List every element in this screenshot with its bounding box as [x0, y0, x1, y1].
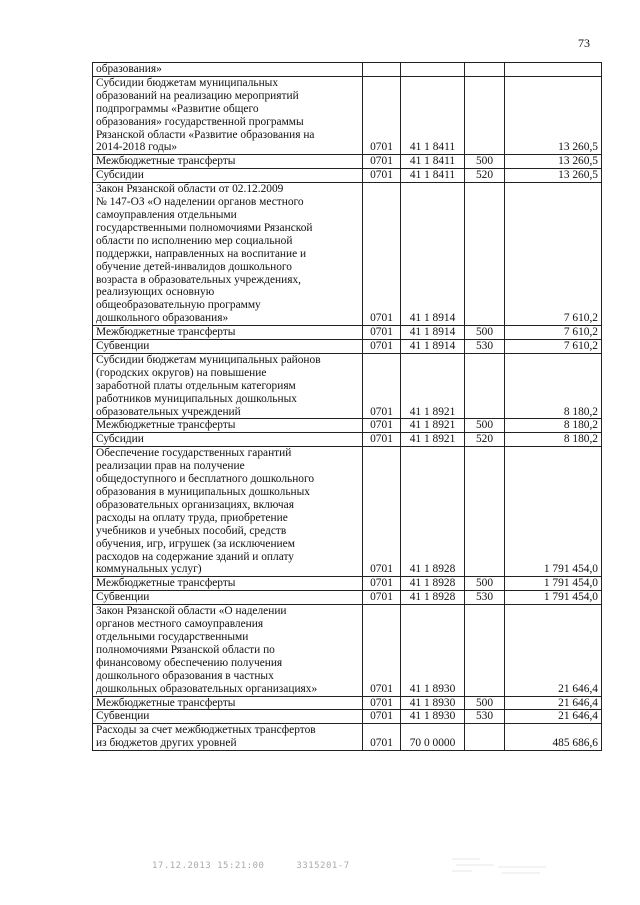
row-name-line: Субсидии — [96, 433, 144, 446]
footer-timestamp: 17.12.2013 15:21:00 — [152, 861, 265, 871]
amount-cell: 7 610,2 — [505, 326, 602, 340]
expense-type-cell — [465, 447, 505, 577]
item-code-cell: 41 1 8921 — [401, 419, 465, 433]
item-code-cell: 41 1 8921 — [401, 433, 465, 447]
expense-type-cell: 530 — [465, 710, 505, 724]
table-row — [93, 710, 602, 724]
amount-cell: 13 260,5 — [505, 155, 602, 169]
row-name-line: дошкольных образовательных организациях» — [96, 682, 318, 695]
row-name-cell — [93, 326, 363, 340]
amount-cell: 21 646,4 — [505, 696, 602, 710]
print-footer — [152, 861, 376, 871]
expense-type-cell: 530 — [465, 591, 505, 605]
section-cell: 0701 — [363, 605, 401, 696]
row-name-line: образования в муниципальных дошкольных — [96, 486, 310, 498]
row-name-cell — [93, 183, 363, 326]
item-code-cell: 41 1 8411 — [401, 155, 465, 169]
row-name-line: образовательных учреждений — [96, 405, 241, 418]
row-name-line: образования» — [96, 63, 162, 75]
table-row — [93, 326, 602, 340]
budget-table — [92, 62, 602, 751]
row-name-line: № 147-ОЗ «О наделении органов местного — [96, 196, 304, 209]
row-name-cell — [93, 340, 363, 354]
faint-stamp-mark — [450, 853, 550, 879]
section-cell: 0701 — [363, 326, 401, 340]
row-name-line: Закон Рязанской области «О наделении — [96, 605, 287, 618]
item-code-cell — [401, 63, 465, 77]
amount-cell: 1 791 454,0 — [505, 577, 602, 591]
table-row — [93, 419, 602, 433]
row-name-line: Расходы за счет межбюджетных трансфертов — [96, 724, 316, 737]
amount-cell: 7 610,2 — [505, 340, 602, 354]
row-name-line: отдельными государственными — [96, 630, 249, 643]
row-name-cell — [93, 696, 363, 710]
row-name-line: обучение детей-инвалидов дошкольного — [96, 260, 292, 273]
row-name-cell — [93, 419, 363, 433]
expense-type-cell: 530 — [465, 340, 505, 354]
row-name-cell — [93, 433, 363, 447]
expense-type-cell — [465, 724, 505, 751]
row-name-line: области по исполнению мер социальной — [96, 234, 293, 247]
row-name-line: образования» государственной программы — [96, 115, 304, 128]
section-cell: 0701 — [363, 696, 401, 710]
row-name-cell — [93, 76, 363, 154]
item-code-cell: 41 1 8928 — [401, 591, 465, 605]
row-name-line: учебников и учебных пособий, средств — [96, 524, 287, 537]
section-cell: 0701 — [363, 447, 401, 577]
expense-type-cell — [465, 605, 505, 696]
table-row — [93, 183, 602, 326]
row-name-cell — [93, 155, 363, 169]
row-name-line: из бюджетов других уровней — [96, 737, 237, 750]
row-name-line: самоуправления отдельными — [96, 208, 237, 221]
section-cell: 0701 — [363, 577, 401, 591]
footer-doc-number: 3315201-7 — [296, 861, 350, 871]
item-code-cell: 41 1 8914 — [401, 340, 465, 354]
row-name-line: дошкольного образования в частных — [96, 669, 274, 682]
row-name-line: общедоступного и бесплатного дошкольного — [96, 473, 315, 486]
row-name-line: заработной платы отдельным категориям — [96, 379, 296, 392]
row-name-cell — [93, 605, 363, 696]
row-name-line: образовательных организациях, включая — [96, 498, 294, 511]
item-code-cell: 41 1 8928 — [401, 577, 465, 591]
expense-type-cell: 520 — [465, 433, 505, 447]
expense-type-cell — [465, 183, 505, 326]
row-name-line: Обеспечение государственных гарантий — [96, 447, 292, 460]
row-name-line: Межбюджетные трансферты — [96, 696, 236, 709]
amount-cell: 13 260,5 — [505, 169, 602, 183]
section-cell: 0701 — [363, 591, 401, 605]
section-cell: 0701 — [363, 340, 401, 354]
amount-cell: 8 180,2 — [505, 433, 602, 447]
row-name-line: государственными полномочиями Рязанской — [96, 221, 313, 234]
item-code-cell: 41 1 8930 — [401, 696, 465, 710]
row-name-line: финансовому обеспечению получения — [96, 656, 283, 669]
amount-cell: 13 260,5 — [505, 76, 602, 154]
row-name-line: образований на реализацию мероприятий — [96, 89, 299, 102]
expense-type-cell: 520 — [465, 169, 505, 183]
row-name-line: Субвенции — [96, 710, 150, 723]
row-name-cell — [93, 724, 363, 751]
table-row — [93, 433, 602, 447]
table-row — [93, 169, 602, 183]
section-cell: 0701 — [363, 724, 401, 751]
budget-table-body — [93, 63, 602, 751]
section-cell: 0701 — [363, 710, 401, 724]
section-cell: 0701 — [363, 419, 401, 433]
amount-cell: 1 791 454,0 — [505, 591, 602, 605]
table-row — [93, 591, 602, 605]
row-name-line: полномочиями Рязанской области по — [96, 643, 275, 656]
table-row — [93, 340, 602, 354]
row-name-line: возраста в образовательных учреждениях, — [96, 273, 301, 286]
item-code-cell: 70 0 0000 — [401, 724, 465, 751]
row-name-line: 2014-2018 годы» — [96, 141, 178, 154]
item-code-cell: 41 1 8921 — [401, 353, 465, 419]
row-name-line: поддержки, направленных на воспитание и — [96, 247, 307, 260]
table-row — [93, 577, 602, 591]
row-name-line: расходов на содержание зданий и оплату — [96, 550, 294, 563]
row-name-cell — [93, 169, 363, 183]
row-name-line: Закон Рязанской области от 02.12.2009 — [96, 183, 284, 196]
row-name-line: Субсидии бюджетам муниципальных — [96, 76, 279, 89]
row-name-line: (городских округов) на повышение — [96, 366, 267, 379]
item-code-cell: 41 1 8914 — [401, 326, 465, 340]
expense-type-cell: 500 — [465, 577, 505, 591]
row-name-cell — [93, 577, 363, 591]
amount-cell: 8 180,2 — [505, 419, 602, 433]
expense-type-cell — [465, 76, 505, 154]
row-name-line: обучения, игр, игрушек (за исключением — [96, 537, 295, 550]
amount-cell: 21 646,4 — [505, 605, 602, 696]
table-row — [93, 447, 602, 577]
amount-cell: 485 686,6 — [505, 724, 602, 751]
row-name-line: общеобразовательную программу — [96, 299, 261, 312]
page-number: 73 — [578, 36, 590, 50]
item-code-cell: 41 1 8411 — [401, 76, 465, 154]
section-cell: 0701 — [363, 169, 401, 183]
table-row — [93, 76, 602, 154]
row-name-line: Межбюджетные трансферты — [96, 326, 236, 339]
row-name-line: Субвенции — [96, 340, 150, 353]
row-name-line: Субсидии — [96, 169, 144, 182]
expense-type-cell: 500 — [465, 326, 505, 340]
amount-cell: 7 610,2 — [505, 183, 602, 326]
row-name-line: реализации прав на получение — [96, 460, 245, 473]
table-row — [93, 63, 602, 77]
amount-cell: 1 791 454,0 — [505, 447, 602, 577]
row-name-line: дошкольного образования» — [96, 312, 229, 325]
row-name-cell — [93, 63, 363, 77]
table-row — [93, 353, 602, 419]
table-row — [93, 155, 602, 169]
section-cell: 0701 — [363, 353, 401, 419]
table-row — [93, 605, 602, 696]
row-name-line: расходы на оплату труда, приобретение — [96, 511, 288, 524]
row-name-line: Рязанской области «Развитие образования на — [96, 128, 315, 141]
row-name-cell — [93, 710, 363, 724]
row-name-line: Межбюджетные трансферты — [96, 419, 236, 432]
section-cell: 0701 — [363, 155, 401, 169]
item-code-cell: 41 1 8930 — [401, 710, 465, 724]
item-code-cell: 41 1 8411 — [401, 169, 465, 183]
row-name-cell — [93, 591, 363, 605]
row-name-line: реализующих основную — [96, 286, 215, 299]
amount-cell — [505, 63, 602, 77]
amount-cell: 21 646,4 — [505, 710, 602, 724]
expense-type-cell: 500 — [465, 419, 505, 433]
expense-type-cell: 500 — [465, 155, 505, 169]
amount-cell: 8 180,2 — [505, 353, 602, 419]
section-cell: 0701 — [363, 76, 401, 154]
row-name-line: Межбюджетные трансферты — [96, 155, 236, 168]
row-name-cell — [93, 353, 363, 419]
row-name-line: подпрограммы «Развитие общего — [96, 102, 259, 115]
expense-type-cell — [465, 353, 505, 419]
section-cell: 0701 — [363, 433, 401, 447]
row-name-line: органов местного самоуправления — [96, 618, 264, 631]
row-name-line: Субвенции — [96, 591, 150, 604]
item-code-cell: 41 1 8928 — [401, 447, 465, 577]
expense-type-cell: 500 — [465, 696, 505, 710]
row-name-line: работников муниципальных дошкольных — [96, 392, 297, 405]
section-cell: 0701 — [363, 183, 401, 326]
row-name-line: коммунальных услуг) — [96, 563, 202, 576]
item-code-cell: 41 1 8914 — [401, 183, 465, 326]
row-name-line: Субсидии бюджетам муниципальных районов — [96, 353, 321, 366]
row-name-line: Межбюджетные трансферты — [96, 577, 236, 590]
section-cell — [363, 63, 401, 77]
expense-type-cell — [465, 63, 505, 77]
table-row — [93, 724, 602, 751]
table-row — [93, 696, 602, 710]
item-code-cell: 41 1 8930 — [401, 605, 465, 696]
row-name-cell — [93, 447, 363, 577]
